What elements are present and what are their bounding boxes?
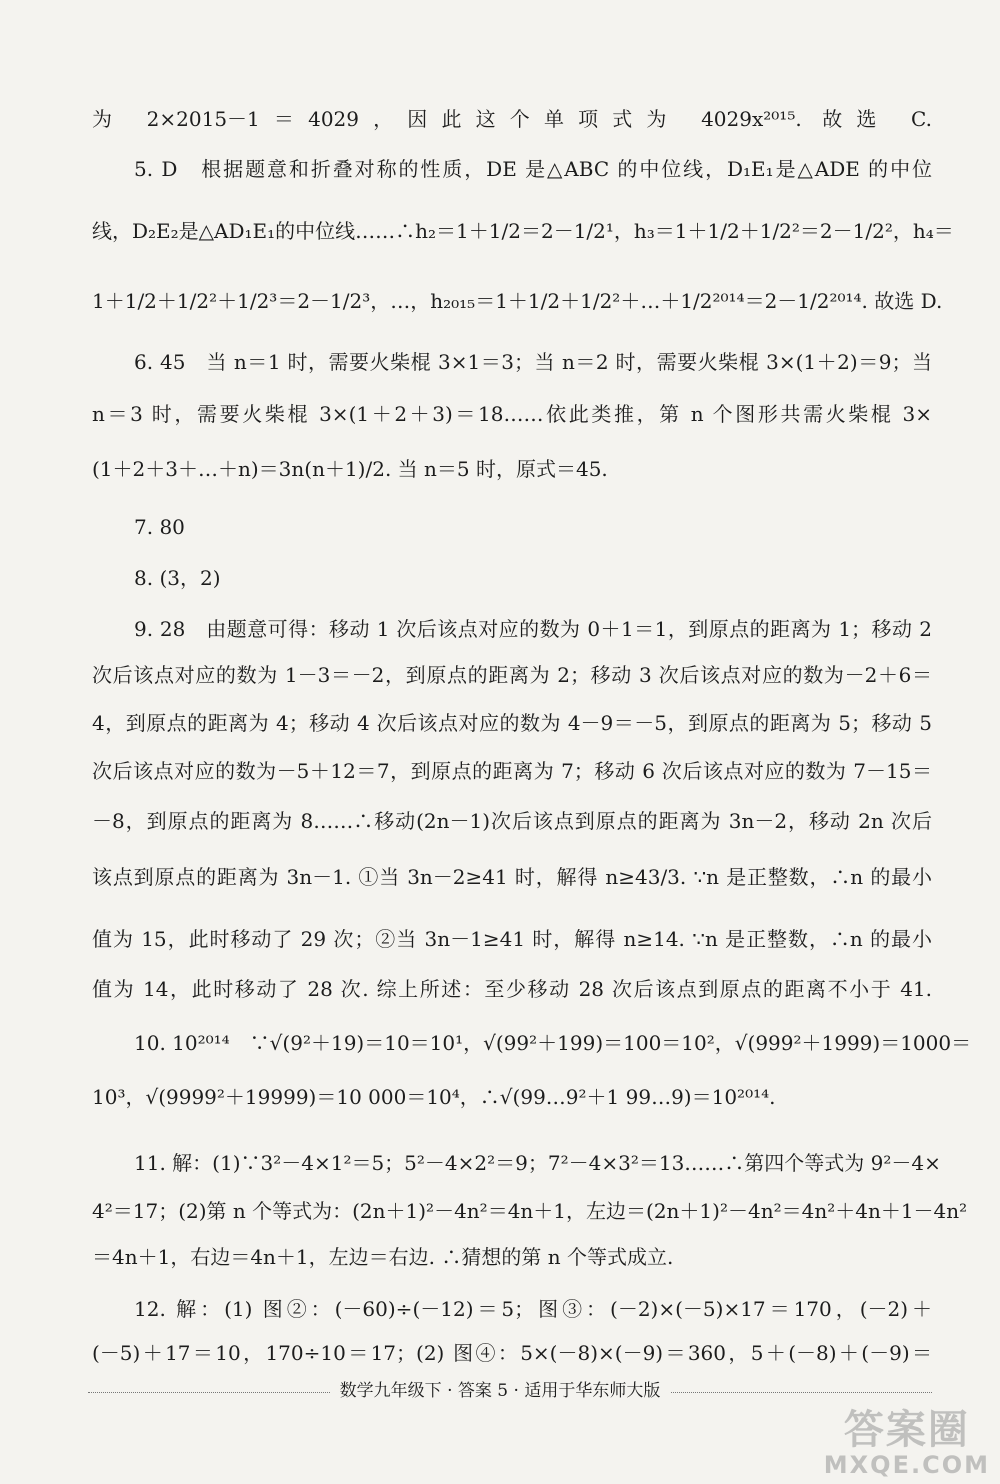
watermark-url: MXQE.COM	[823, 1451, 990, 1479]
text-line: 6. 45 当 n＝1 时，需要火柴棍 3×1＝3；当 n＝2 时，需要火柴棍 3×(1＋2)＝9；当	[134, 350, 932, 374]
text-line: 11. 解：(1)∵3²－4×1²＝5；5²－4×2²＝9；7²－4×3²＝13……∴第四个等式为 9²－4×	[134, 1151, 941, 1175]
text-line: 线，D₂E₂是△AD₁E₁的中位线……∴h₂＝1＋1/2＝2－1/2¹，h₃＝1＋1/2＋1/2²＝2－1/2²，h₄＝	[92, 219, 954, 243]
text-line: 4²＝17；(2)第 n 个等式为：(2n＋1)²－4n²＝4n＋1，左边＝(2n＋1)²－4n²＝4n²＋4n＋1－4n²	[92, 1199, 968, 1223]
text-line: 8. (3，2)	[134, 566, 221, 590]
text-line: 次后该点对应的数为－5＋12＝7，到原点的距离为 7；移动 6 次后该点对应的数为 7－15＝	[92, 759, 932, 783]
text-line: 值为 15，此时移动了 29 次；②当 3n－1≥41 时，解得 n≥14. ∵n 是正整数，∴n 的最小	[92, 927, 932, 951]
text-line: 该点到原点的距离为 3n－1. ①当 3n－2≥41 时，解得 n≥43/3. ∵n 是正整数，∴n 的最小	[92, 865, 932, 889]
text-line: 7. 80	[134, 515, 185, 539]
watermark	[824, 1408, 990, 1478]
watermark-logo: 答案圈	[843, 1407, 970, 1453]
footer-label: 数学九年级下 · 答案 5 · 适用于华东师大版	[330, 1381, 671, 1401]
text-line: 10. 10²⁰¹⁴ ∵√(9²＋19)＝10＝10¹，√(99²＋199)＝100＝10²，√(999²＋1999)＝1000＝	[134, 1031, 972, 1055]
text-line: 为 2×2015－1＝4029，因此这个单项式为 4029x²⁰¹⁵. 故选 C.	[92, 107, 932, 131]
text-line: 1＋1/2＋1/2²＋1/2³＝2－1/2³，…，h₂₀₁₅＝1＋1/2＋1/2²＋…＋1/2²⁰¹⁴＝2－1/2²⁰¹⁴. 故选 D.	[92, 289, 943, 313]
text-line: 10³，√(9999²＋19999)＝10 000＝10⁴，∴√(99…9²＋1 99…9)＝10²⁰¹⁴.	[92, 1085, 776, 1109]
text-line: ＝4n＋1，右边＝4n＋1，左边＝右边. ∴猜想的第 n 个等式成立.	[92, 1245, 674, 1269]
text-line: (1＋2＋3＋…＋n)＝3n(n＋1)/2. 当 n＝5 时，原式＝45.	[92, 457, 608, 481]
text-line: 12. 解：(1) 图②：(－60)÷(－12)＝5；图③：(－2)×(－5)×17＝170，(－2)＋	[134, 1297, 932, 1321]
text-line: 5. D 根据题意和折叠对称的性质，DE 是△ABC 的中位线，D₁E₁是△ADE 的中位	[134, 157, 932, 181]
page-footer	[0, 1376, 1000, 1406]
text-line: －8，到原点的距离为 8……∴移动(2n－1)次后该点到原点的距离为 3n－2，移动 2n 次后	[92, 809, 932, 833]
text-line: 9. 28 由题意可得：移动 1 次后该点对应的数为 0＋1＝1，到原点的距离为 1；移动 2	[134, 617, 932, 641]
text-line: n＝3 时，需要火柴棍 3×(1＋2＋3)＝18……依此类推，第 n 个图形共需火柴棍 3×	[92, 402, 932, 426]
text-line: (－5)＋17＝10，170÷10＝17；(2) 图④：5×(－8)×(－9)＝360，5＋(－8)＋(－9)＝	[92, 1341, 932, 1365]
text-line: 4，到原点的距离为 4；移动 4 次后该点对应的数为 4－9＝－5，到原点的距离为 5；移动 5	[92, 711, 932, 735]
text-line: 次后该点对应的数为 1－3＝－2，到原点的距离为 2；移动 3 次后该点对应的数为－2＋6＝	[92, 663, 932, 687]
text-line: 值为 14，此时移动了 28 次. 综上所述：至少移动 28 次后该点到原点的距离不小于 41.	[92, 977, 932, 1001]
